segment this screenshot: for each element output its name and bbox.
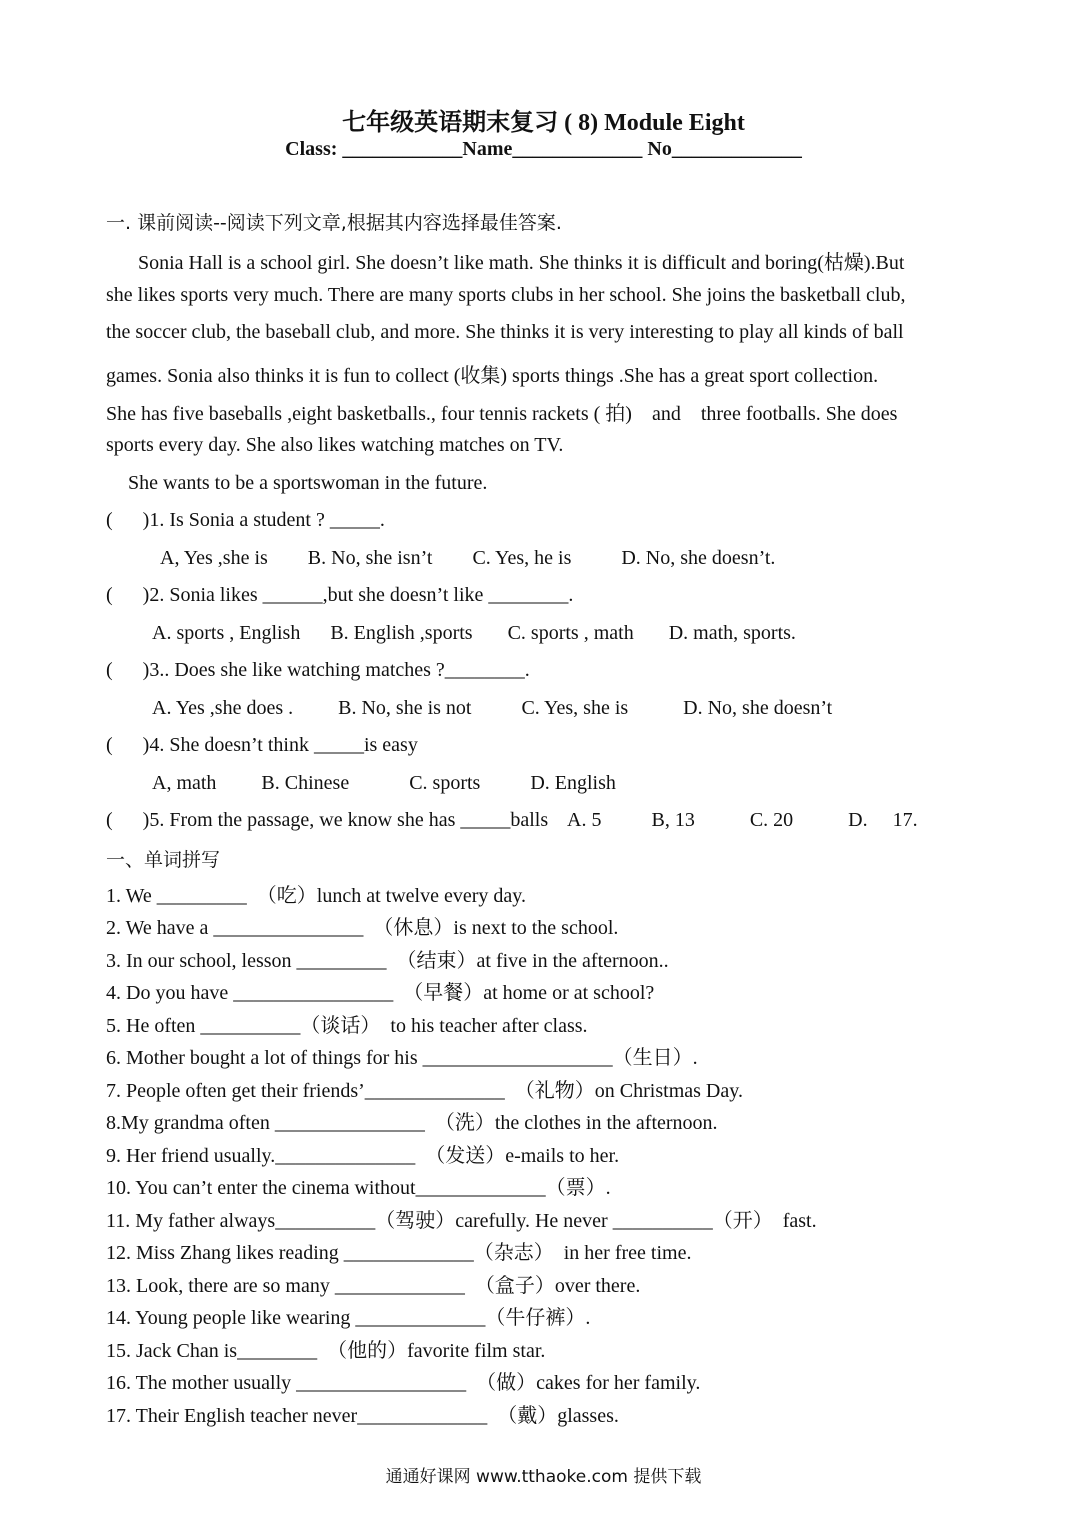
- passage-line: She wants to be a sportswoman in the future.: [128, 472, 488, 494]
- spelling-item-9: 9. Her friend usually.______________ （发送）e-mails to her.: [106, 1145, 620, 1167]
- question-1: ( )1. Is Sonia a student ? _____.: [106, 509, 385, 531]
- spelling-item-10: 10. You can’t enter the cinema without_____________（票）.: [106, 1177, 611, 1199]
- spelling-item-13: 13. Look, there are so many _____________ （盒子）over there.: [106, 1275, 641, 1297]
- spelling-item-4: 4. Do you have ________________ （早餐）at home or at school?: [106, 982, 655, 1004]
- passage-line: sports every day. She also likes watching matches on TV.: [106, 434, 564, 456]
- page-title: 七年级英语期末复习 ( 8) Module Eight: [342, 110, 745, 136]
- spelling-item-11: 11. My father always__________（驾驶）carefully. He never __________（开） fast.: [106, 1210, 817, 1232]
- spelling-item-17: 17. Their English teacher never_____________ （戴）glasses.: [106, 1405, 619, 1427]
- spelling-item-12: 12. Miss Zhang likes reading _____________（杂志） in her free time.: [106, 1242, 692, 1264]
- spelling-item-5: 5. He often __________（谈话） to his teacher after class.: [106, 1015, 588, 1037]
- spelling-item-14: 14. Young people like wearing _____________（牛仔裤）.: [106, 1307, 591, 1329]
- question-4: ( )4. She doesn’t think _____is easy: [106, 734, 418, 756]
- spelling-section-title: 一、单词拼写: [106, 849, 221, 871]
- spelling-item-3: 3. In our school, lesson _________ （结束）at five in the afternoon..: [106, 950, 669, 972]
- spelling-item-7: 7. People often get their friends’______________ （礼物）on Christmas Day.: [106, 1080, 743, 1102]
- question-4-options: A, math B. Chinese C. sports D. English: [152, 772, 616, 794]
- footer-download-note: 通通好课网 www.tthaoke.com 提供下载: [385, 1467, 702, 1487]
- spelling-item-6: 6. Mother bought a lot of things for his ___________________（生日）.: [106, 1047, 698, 1069]
- reading-section-title: 一. 课前阅读--阅读下列文章,根据其内容选择最佳答案.: [106, 212, 562, 234]
- class-name-no-line: Class: ____________Name_____________ No_____________: [285, 138, 802, 160]
- passage-line: the soccer club, the baseball club, and more. She thinks it is very interesting to play all kinds of ball: [106, 321, 904, 343]
- question-3: ( )3.. Does she like watching matches ?________.: [106, 659, 530, 681]
- passage-line: games. Sonia also thinks it is fun to collect (收集) sports things .She has a great sport collection.: [106, 365, 879, 387]
- question-5: ( )5. From the passage, we know she has _____balls A. 5 B, 13 C. 20 D. 17.: [106, 809, 918, 831]
- spelling-item-16: 16. The mother usually _________________ （做）cakes for her family.: [106, 1372, 701, 1394]
- question-2: ( )2. Sonia likes ______,but she doesn’t like ________.: [106, 584, 574, 606]
- question-3-options: A. Yes ,she does . B. No, she is not C. Yes, she is D. No, she doesn’t: [152, 697, 833, 719]
- spelling-item-2: 2. We have a _______________ （休息）is next to the school.: [106, 917, 619, 939]
- spelling-item-15: 15. Jack Chan is________ （他的）favorite film star.: [106, 1340, 546, 1362]
- passage-line: She has five baseballs ,eight basketballs., four tennis rackets ( 拍) and three footballs. She does: [106, 403, 898, 425]
- passage-line: Sonia Hall is a school girl. She doesn’t like math. She thinks it is difficult and boring(枯燥).But: [138, 252, 905, 274]
- question-1-options: A, Yes ,she is B. No, she isn’t C. Yes, he is D. No, she doesn’t.: [160, 547, 776, 569]
- spelling-item-8: 8.My grandma often _______________ （洗）the clothes in the afternoon.: [106, 1112, 718, 1134]
- passage-line: she likes sports very much. There are many sports clubs in her school. She joins the basketball club,: [106, 284, 906, 306]
- spelling-item-1: 1. We _________ （吃）lunch at twelve every day.: [106, 885, 526, 907]
- question-2-options: A. sports , English B. English ,sports C. sports , math D. math, sports.: [152, 622, 796, 644]
